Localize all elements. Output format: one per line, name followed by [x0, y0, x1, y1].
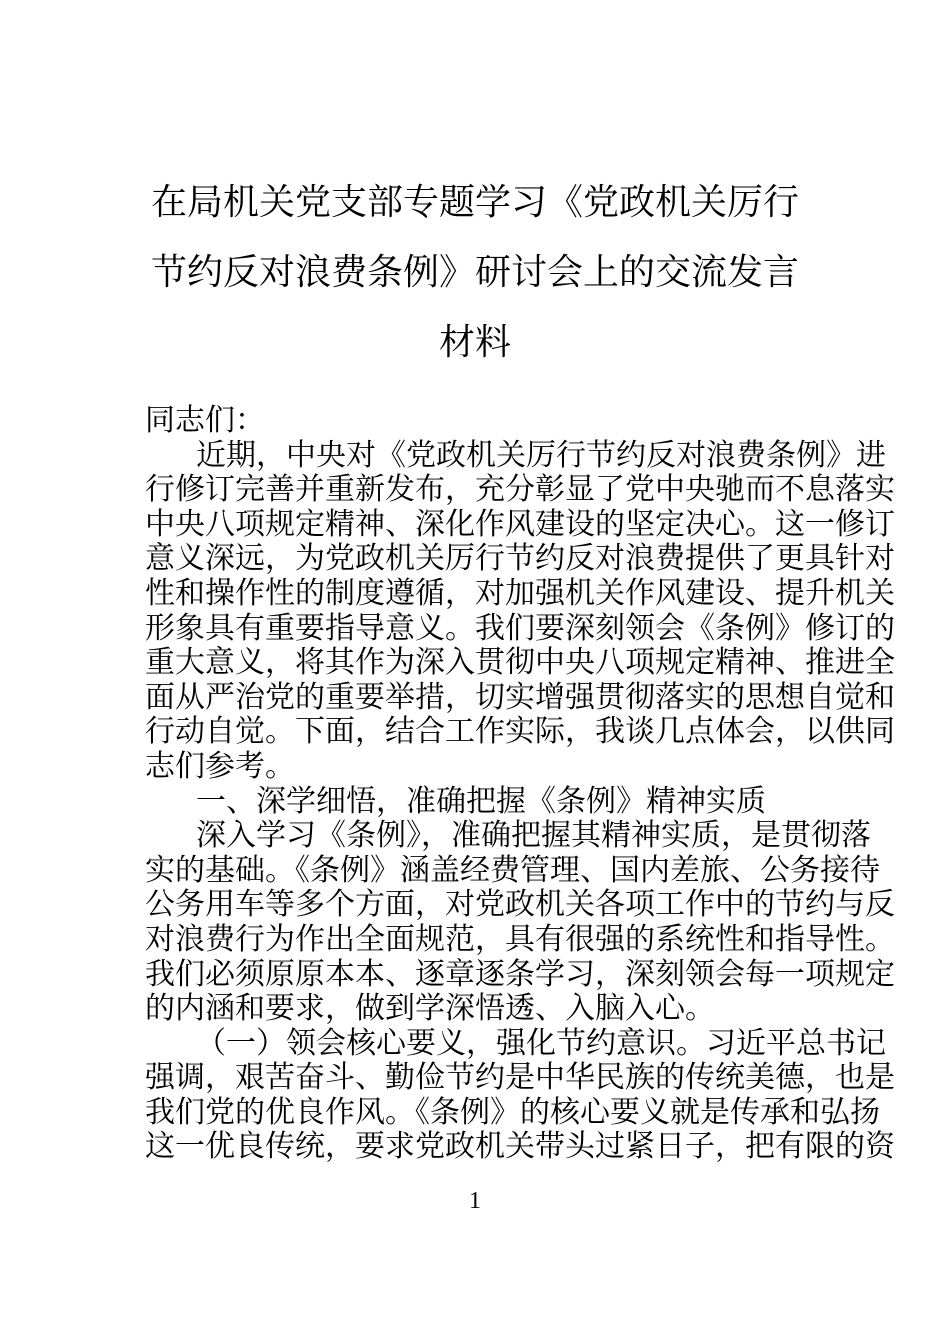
- text-line: 同志们：: [145, 403, 265, 438]
- text-line: 实的基础。《条例》涵盖经费管理、国内差旅、公务接待: [145, 852, 880, 888]
- text-line: 公务用车等多个方面，对党政机关各项工作中的节约与反: [145, 887, 895, 923]
- section-heading: 一、深学细悟，准确把握《条例》精神实质: [196, 783, 766, 819]
- text-line: 深入学习《条例》，准确把握其精神实质，是贯彻落: [196, 818, 871, 854]
- text-line: 我们必须原原本本、逐章逐条学习，深刻领会每一项规定: [145, 956, 895, 992]
- text-line: 意义深远，为党政机关厉行节约反对浪费提供了更具针对: [145, 541, 895, 577]
- text-line: 的内涵和要求，做到学深悟透、入脑入心。: [145, 991, 715, 1027]
- text-line: 志们参考。: [145, 748, 295, 784]
- title-line: 节约反对浪费条例》研讨会上的交流发言: [150, 252, 799, 293]
- text-line: 重大意义，将其作为深入贯彻中央八项规定精神、推进全: [145, 645, 895, 681]
- text-line: 形象具有重要指导意义。我们要深刻领会《条例》修订的: [145, 610, 895, 646]
- text-line: 强调，艰苦奋斗、勤俭节约是中华民族的传统美德，也是: [145, 1060, 895, 1096]
- text-line: 对浪费行为作出全面规范，具有很强的系统性和指导性。: [145, 921, 895, 957]
- page-number: 1: [469, 1188, 481, 1214]
- text-line: 性和操作性的制度遵循，对加强机关作风建设、提升机关: [145, 575, 895, 611]
- title-line: 材料: [438, 322, 511, 363]
- document-body: [145, 403, 895, 1165]
- text-line: 面从严治党的重要举措，切实增强贯彻落实的思想自觉和: [145, 679, 895, 715]
- document-title: [0, 168, 950, 378]
- text-line: 行动自觉。下面，结合工作实际，我谈几点体会，以供同: [145, 714, 895, 750]
- text-line: 近期，中央对《党政机关厉行节约反对浪费条例》进: [196, 437, 886, 473]
- text-line: 我们党的优良作风。《条例》的核心要义就是传承和弘扬: [145, 1094, 880, 1130]
- text-line: （一）领会核心要义，强化节约意识。习近平总书记: [196, 1025, 886, 1061]
- text-line: 中央八项规定精神、深化作风建设的坚定决心。这一修订: [145, 506, 895, 542]
- title-line: 在局机关党支部专题学习《党政机关厉行: [150, 182, 799, 223]
- text-line: 行修订完善并重新发布，充分彰显了党中央驰而不息落实: [145, 472, 895, 508]
- text-line: 这一优良传统，要求党政机关带头过紧日子，把有限的资: [145, 1129, 895, 1165]
